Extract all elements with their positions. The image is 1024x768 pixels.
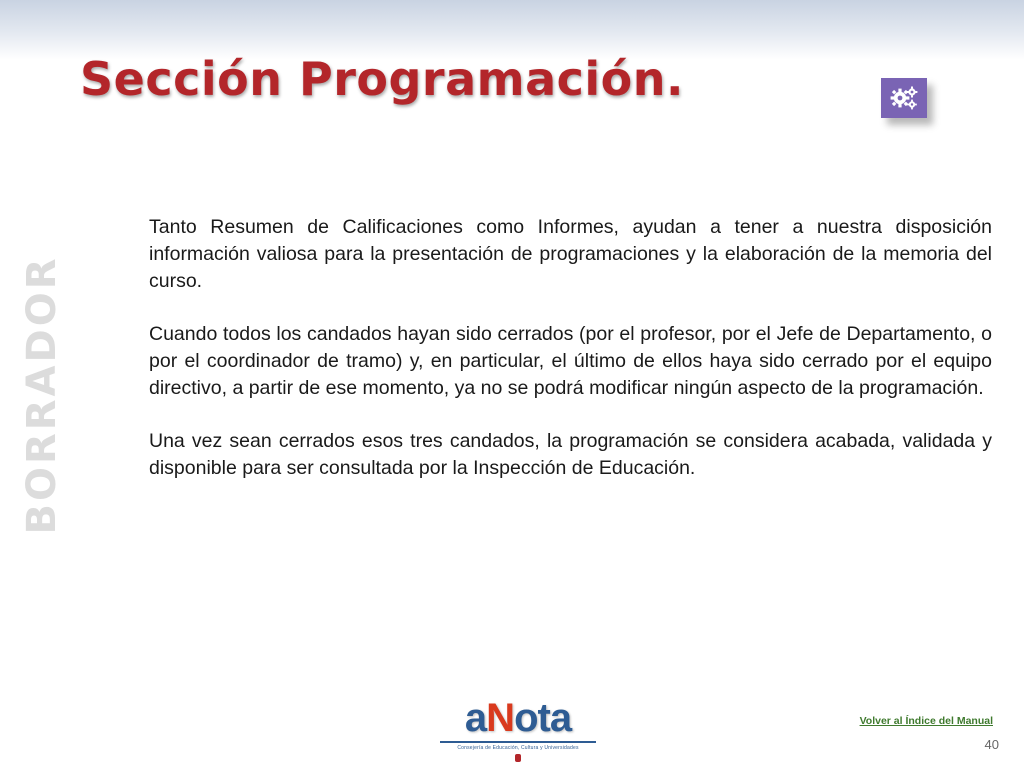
page-number: 40 xyxy=(984,737,999,752)
logo-letter-n: N xyxy=(486,696,515,740)
header-band xyxy=(0,0,1024,60)
paragraph-reports: Tanto Resumen de Calificaciones como Informes, ayudan a tener a nuestra disposición información valiosa para la presentación de programaciones y la elaboración de la memoria del curso. xyxy=(149,216,992,292)
paragraph-locks: Cuando todos los candados hayan sido cerrados (por el profesor, por el Jefe de Departamento, o por el coordinador de tramo) y, en particular, el último de ellos haya sido cerrado por el equipo directivo, a partir de ese momento, ya no se podrá modificar ningún aspecto de la programación. xyxy=(149,323,992,399)
logo-wordmark xyxy=(438,696,598,740)
anota-logo xyxy=(438,696,598,766)
logo-letter-a: a xyxy=(464,696,487,740)
paragraph-validation: Una vez sean cerrados esos tres candados, la programación se considera acabada, validada y disponible para ser consultada por la Inspección de Educación. xyxy=(149,430,992,479)
slide-title: Sección Programación. xyxy=(80,52,684,106)
back-to-index-link[interactable]: Volver al Índice del Manual xyxy=(859,715,993,727)
slide-body xyxy=(149,214,992,508)
seal-icon xyxy=(515,754,521,762)
logo-underline xyxy=(440,741,596,743)
draft-watermark: BORRADOR xyxy=(19,255,65,535)
logo-letters-ota: ota xyxy=(514,696,572,740)
gears-icon xyxy=(881,78,927,118)
logo-subtitle: Consejería de Educación, Cultura y Universidades xyxy=(457,745,579,751)
